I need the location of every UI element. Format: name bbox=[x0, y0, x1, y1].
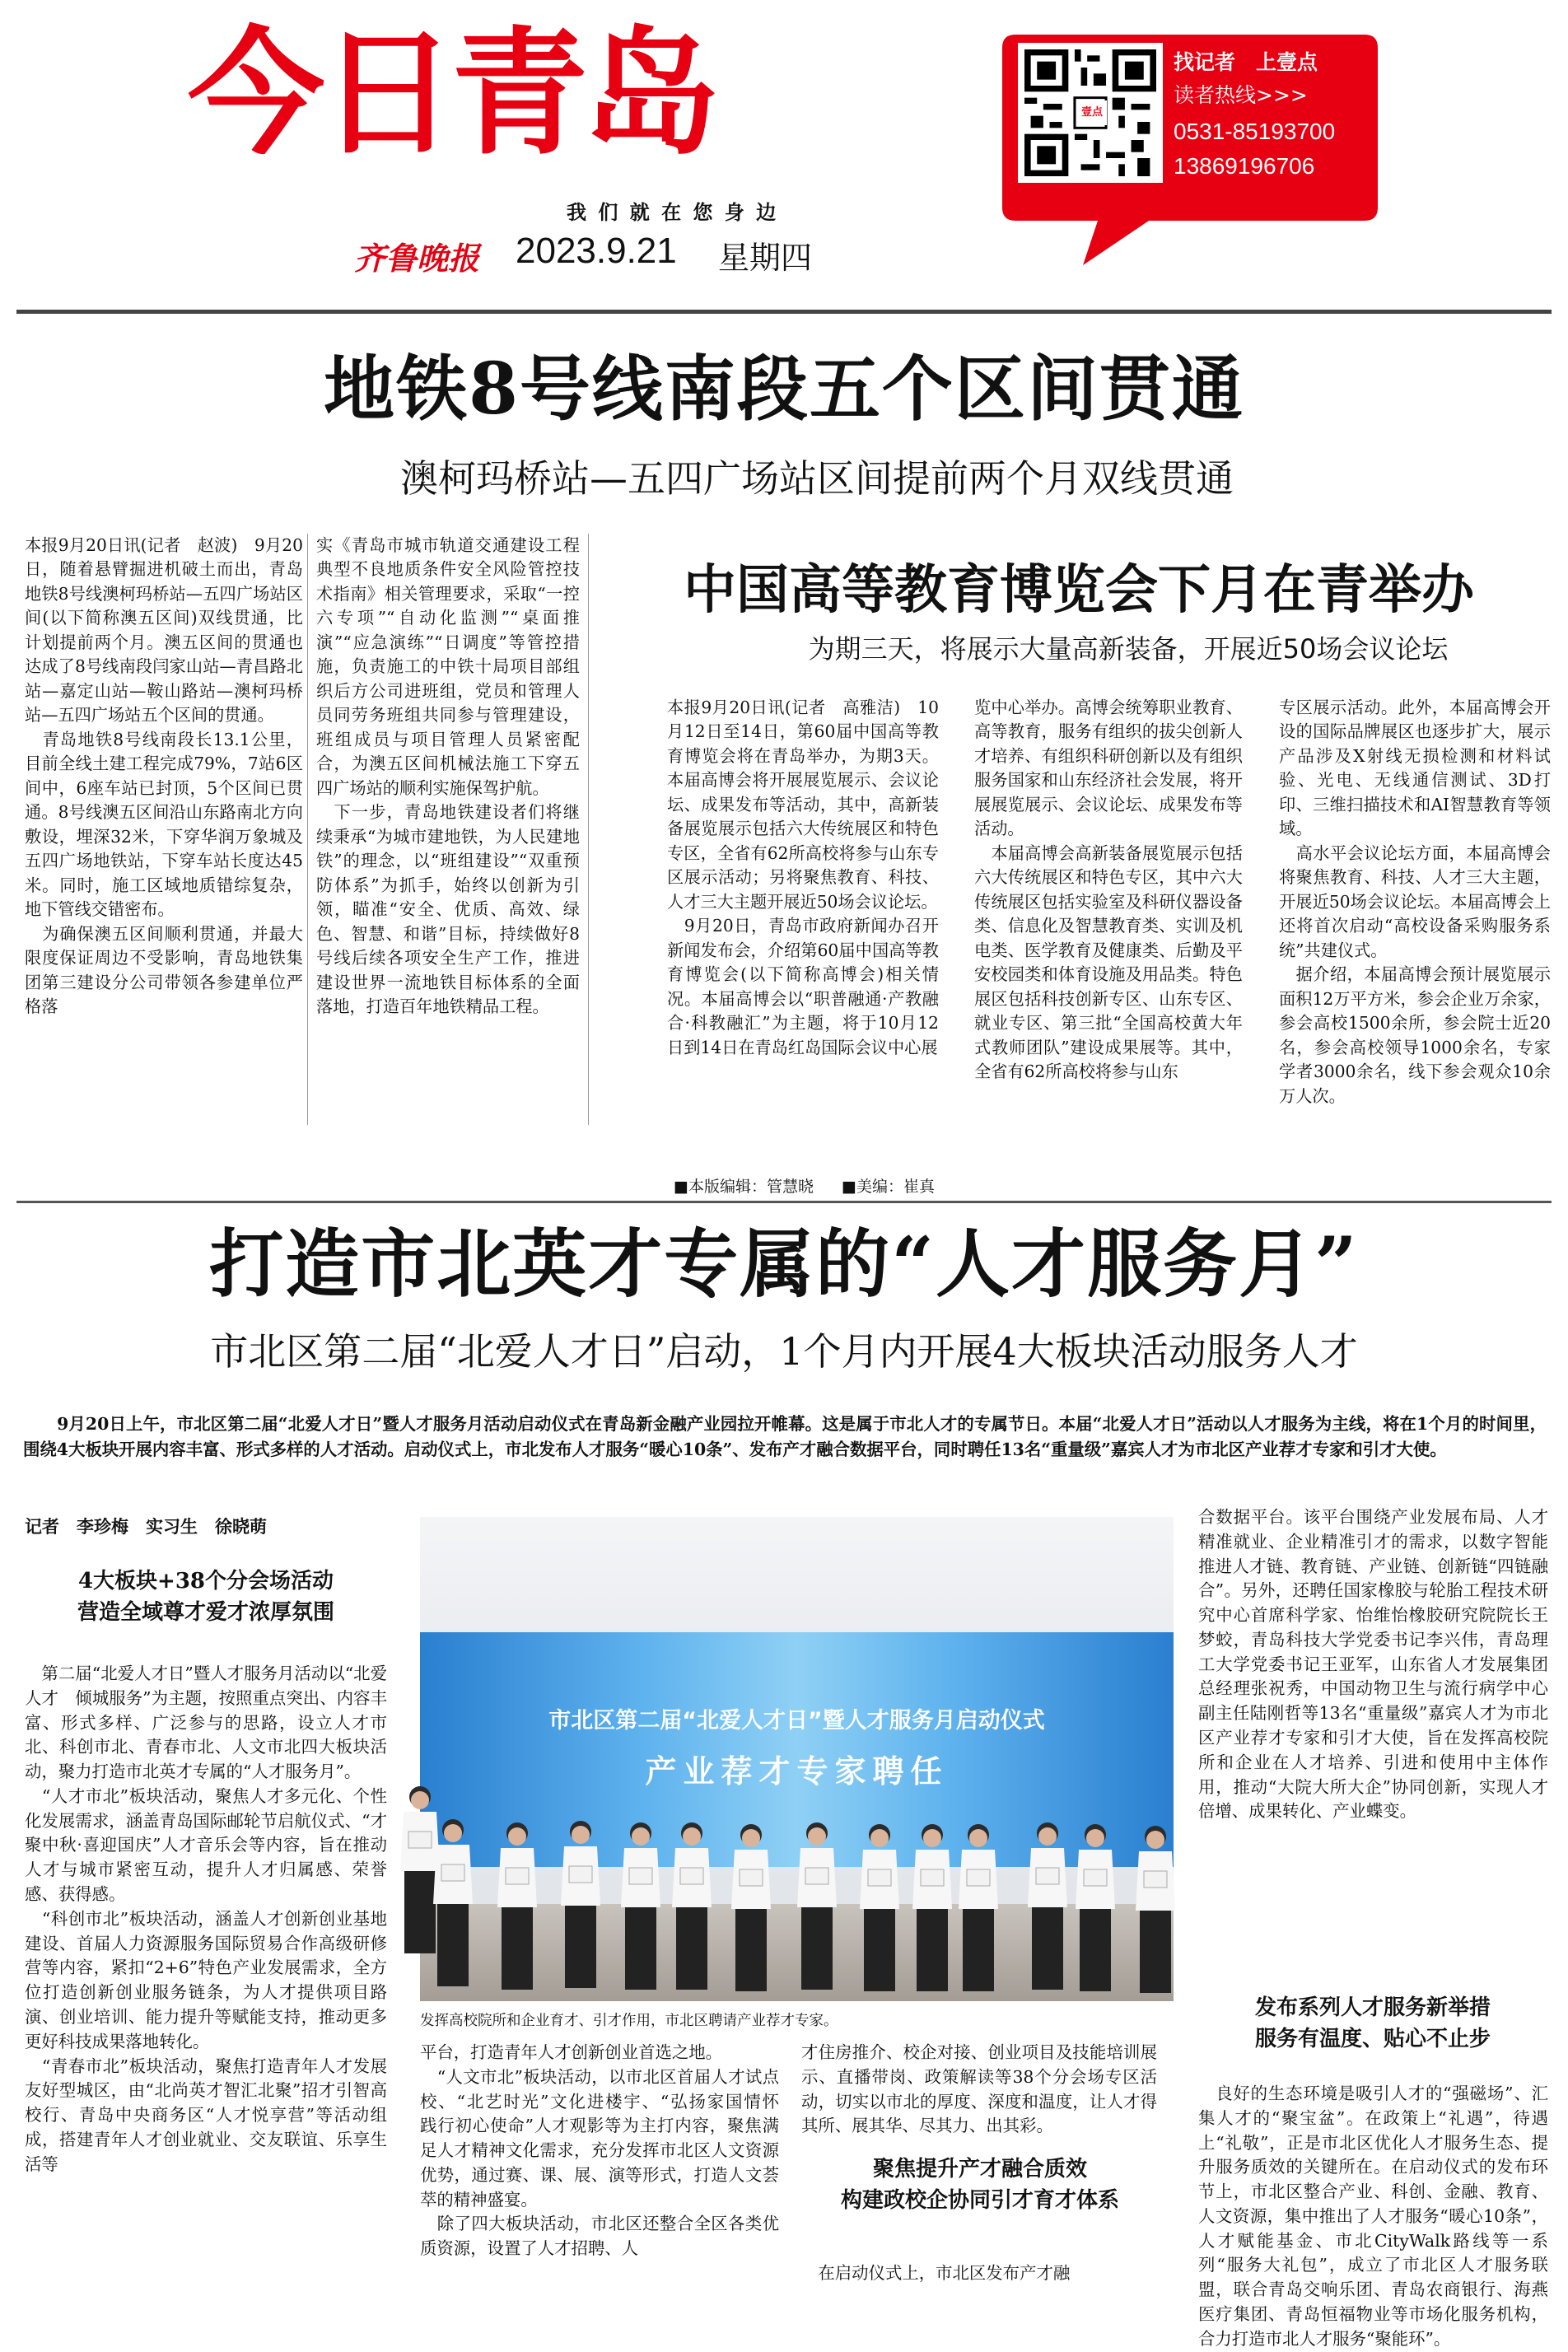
story2-column-2: 览中心举办。高博会统筹职业教育、高等教育，服务有组织的拔尖创新人才培养、有组织科研创新以及有组织服务国家和山东经济社会发展，将开展展览展示、会议论坛、成果发布等活动。 本届高博会高新装备展览展示包括六大传统展区和特色专区，其中六大传统展区包括实验室及科研仪器设备类、信息化及智慧教育类、实训及机电类、医学教育及健康类、后勤及平安校园类和体育设施及用品类。特色展区包括科技创新专区、山东专区、就业专区、第三批“全国高校黄大年式教师团队”建设成果展等。其中，全省有62所高校将参与山东 bbox=[974, 698, 1243, 1082]
qr-center-logo: 壹点 bbox=[1077, 100, 1107, 125]
story3-headline: 打造市北英才专属的“人才服务月” bbox=[209, 1220, 1359, 1308]
story1-headline: 地铁8号线南段五个区间贯通 bbox=[324, 348, 1244, 431]
column-divider bbox=[588, 534, 589, 1125]
screen-banner-subtitle: 产业荐才专家聘任 bbox=[645, 1753, 949, 1790]
people-on-stage bbox=[420, 1797, 1174, 2001]
story3-subhead: 市北区第二届“北爱人才日”启动，1个月内开展4大板块活动服务人才 bbox=[210, 1329, 1358, 1374]
page-editor: ■本版编辑：管慧晓 bbox=[674, 1178, 814, 1196]
paper-name-logo: 齐鲁晚报 bbox=[354, 240, 480, 277]
story2-subhead: 为期三天，将展示大量高新装备，开展近50场会议论坛 bbox=[808, 633, 1449, 665]
story2-column-1: 本报9月20日讯(记者 高雅洁) 10月12日至14日，第60届中国高等教育博览会将在青岛举办，为期3天。本届高博会将开展展览展示、会议论坛、成果发布等活动，其中，高新装备展览展示包括六大传统展区和特色专区，全省有62所高校将参与山东专区展示活动；另将聚焦教育、科技、人才三大主题开展近50场会议论坛。 9月20日，青岛市政府新闻办召开新闻发布会，介绍第60届中国高等教育博览会(以下简称高博会)相关情况。本届高博会以“职普融通·产教融合·科教融汇”为主题，将于10月12日到14日在青岛红岛国际会议中心展 bbox=[667, 698, 939, 1057]
story3-byline: 记者 李珍梅 实习生 徐晓萌 bbox=[25, 1517, 267, 1537]
section-rule bbox=[16, 1201, 1552, 1203]
story2-headline: 中国高等教育博览会下月在青举办 bbox=[684, 559, 1474, 621]
story3-column-3a: 才住房推介、校企对接、创业项目及技能培训展示、直播带岗、政策解读等38个分会场专区活动，切实以市北的厚度、深度和温度，让人才得其所、展其华、尽其力、出其彩。 bbox=[801, 2042, 1157, 2136]
hotline-phone1: 0531-85193700 bbox=[1174, 119, 1336, 144]
masthead-title: 今日青岛 bbox=[188, 15, 715, 174]
story1-column-2: 实《青岛市城市轨道交通建设工程典型不良地质条件安全风险管控技术指南》相关管理要求，采取“一控六专项”“自动化监测”“桌面推演”“应急演练”“日调度”等管控措施，负责施工的中铁十局项目部组织后方公司进班组，党员和管理人员同劳务班组共同参与管理建设，班组成员与项目管理人员紧密配合，为澳五区间机械法施工下穿五四广场站的顺利实施保驾护航。 下一步，青岛地铁建设者们将继续秉承“为城市建地铁，为人民建地铁”的理念，以“班组建设”“双重预防体系”为抓手，始终以创新为引领，瞄准“安全、优质、高效、绿色、智慧、和谐”目标，持续做好8号线后续各项安全生产工作，推进建设世界一流地铁目标体系的全面落地，打造百年地铁精品工程。 bbox=[316, 535, 580, 1017]
story3-column-2: 平台，打造青年人才创新创业首选之地。 “人文市北”板块活动，以市北区首届人才试点校、“北艺时光”文化进楼宇、“弘扬家国情怀 践行初心使命”人才观影等为主打内容，聚焦满足人才精神文化需求，充分发挥市北区人文资源优势，通过赛、课、展、演等形式，打造人文荟萃的精神盛宴。 除了四大板块活动，市北区还整合全区各类优质资源，设置了人才招聘、人 bbox=[420, 2042, 779, 2259]
column-divider bbox=[307, 534, 308, 1125]
hotline-line1: 找记者 上壹点 bbox=[1174, 50, 1318, 74]
photo-caption: 发挥高校院所和企业育才、引才作用，市北区聘请产业荐才专家。 bbox=[420, 2013, 838, 2029]
story1-subhead: 澳柯玛桥站—五四广场站区间提前两个月双线贯通 bbox=[400, 456, 1234, 501]
story2-column-3: 专区展示活动。此外，本届高博会开设的国际品牌展区也逐步扩大，展示产品涉及X射线无损检测和材料试验、光电、无线通信测试、3D打印、三维扫描技术和AI智慧教育等领域。 高水平会议论坛方面，本届高博会将聚焦教育、科技、人才三大主题，开展近50场会议论坛。本届高博会上还将首次启动“高校设备采购服务系统”共建仪式。 据介绍，本届高博会预计展览展示面积12万平方米，参会企业万余家，参会高校1500余所，参会院士近20名，参会高校领导1000余名，专家学者3000余名，线下参会观众10余万人次。 bbox=[1279, 698, 1551, 1106]
screen-banner-title: 市北区第二届“北爱人才日”暨人才服务月启动仪式 bbox=[548, 1708, 1045, 1734]
issue-date: 2023.9.21 bbox=[516, 231, 677, 271]
event-photo bbox=[420, 1517, 1174, 2001]
masthead-slogan: 我 们 就 在 您 身 边 bbox=[567, 201, 779, 224]
hotline-phone2: 13869196706 bbox=[1174, 153, 1315, 179]
story3-column-4a: 合数据平台。该平台围绕产业发展布局、人才精准就业、企业精准引才的需求，以数字智能推进人才链、教育链、产业链、创新链“四链融合”。另外，还聘任国家橡胶与轮胎工程技术研究中心首席科学家、怡维怡橡胶研究院院长王梦蛟，青岛科技大学党委书记李兴伟，青岛理工大学党委书记王亚军，山东省人才发展集团总经理张祝秀，中国动物卫生与流行病学中心副主任陆刚哲等13名“重量级”嘉宾人才为市北区产业荐才专家和引才大使，旨在发挥高校院所和企业在人才培养、引进和使用中主体作用，推动“大院大所大企”协同创新，实现人才倍增、成果转化、产业蝶变。 bbox=[1198, 1507, 1548, 1822]
page-designer: ■美编：崔真 bbox=[842, 1178, 935, 1196]
story3-column-1: 第二届“北爱人才日”暨人才服务月活动以“北爱人才 倾城服务”为主题，按照重点突出、内容丰富、形式多样、广泛参与的思路，设立人才市北、科创市北、青春市北、人文市北四大板块活动，聚力打造市北英才专属的“人才服务月”。 “人才市北”板块活动，聚焦人才多元化、个性化发展需求，涵盖青岛国际邮轮节启航仪式、“才聚中秋·喜迎国庆”人才音乐会等内容，旨在推动人才与城市紧密互动，提升人才归属感、荣誉感、获得感。 “科创市北”板块活动，涵盖人才创新创业基地建设、首届人力资源服务国际贸易合作高级研修营等内容，紧扣“2+6”特色产业发展需求，全方位打造创新创业服务链条，为人才提供项目路演、创业培训、能力提升等赋能支持，推动更多更好科技成果落地转化。 “青春市北”板块活动，聚焦打造青年人才发展友好型城区，由“北尚英才智汇北聚”招才引智高校行、青岛中央商务区“人才悦享营”等活动组成，搭建青年人才创业就业、交友联谊、乐享生活等 bbox=[25, 1664, 387, 2174]
section-heading-2: 聚焦提升产才融合质效 构建政校企协同引才育才体系 bbox=[840, 2157, 1119, 2213]
story1-column-1: 本报9月20日讯(记者 赵波) 9月20日，随着悬臂掘进机破土而出，青岛地铁8号线澳柯玛桥站—五四广场站区间(以下简称澳五区间)双线贯通，比计划提前两个月。澳五区间的贯通也达成了8号线南段闫家山站—青昌路北站—嘉定山站—鞍山路站—澳柯玛桥站—五四广场站五个区间的贯通。 青岛地铁8号线南段长13.1公里，目前全线土建工程完成79%，7站6区间中，6座车站已封顶，5个区间已贯通。8号线澳五区间沿山东路南北方向敷设，埋深32米，下穿华润万象城及五四广场地铁站，下穿车站长度达45米。同时，施工区域地质错综复杂，地下管线交错密布。 为确保澳五区间顺利贯通，并最大限度保证周边不受影响，青岛地铁集团第三建设分公司带领各参建单位严格落 bbox=[25, 535, 303, 1017]
issue-weekday: 星期四 bbox=[718, 240, 813, 276]
masthead-rule bbox=[16, 310, 1552, 314]
section-heading-3: 发布系列人才服务新举措 服务有温度、贴心不止步 bbox=[1254, 1995, 1491, 2051]
qr-code bbox=[1018, 43, 1163, 183]
story3-lead: 9月20日上午，市北区第二届“北爱人才日”暨人才服务月活动启动仪式在青岛新金融产业园拉开帷幕。这是属于市北人才的专属节日。本届“北爱人才日”活动以人才服务为主线，将在1个月的时间里，围绕4大板块开展内容丰富、形式多样的人才活动。启动仪式上，市北发布人才服务“暖心10条”、发布产才融合数据平台，同时聘任13名“重量级”嘉宾人才为市北区产业荐才专家和引才大使。 bbox=[23, 1414, 1547, 1459]
hotline-text bbox=[1174, 48, 1335, 183]
section-heading-1: 4大板块+38个分会场活动 营造全域尊才爱才浓厚氛围 bbox=[77, 1569, 334, 1625]
editors-line bbox=[674, 1174, 935, 1197]
story3-column-4b: 良好的生态环境是吸引人才的“强磁场”、汇集人才的“聚宝盆”。在政策上“礼遇”，待遇上“礼敬”，正是市北区优化人才服务生态、提升服务质效的关键所在。在启动仪式的发布环节上，市北区整合产业、科创、金融、教育、人文资源，集中推出了人才服务“暖心10条”，人才赋能基金、市北CityWalk路线等一系列“服务大礼包”，成立了市北区人才服务联盟，联合青岛交响乐团、青岛农商银行、海燕医疗集团、青岛恒福物业等市场化服务机构，合力打造市北人才服务“聚能环”。 bbox=[1198, 2084, 1548, 2349]
hotline-line2: 读者热线>>> bbox=[1174, 83, 1308, 107]
masthead bbox=[0, 0, 1568, 313]
story3-column-3b: 在启动仪式上，市北区发布产才融 bbox=[801, 2263, 1071, 2283]
